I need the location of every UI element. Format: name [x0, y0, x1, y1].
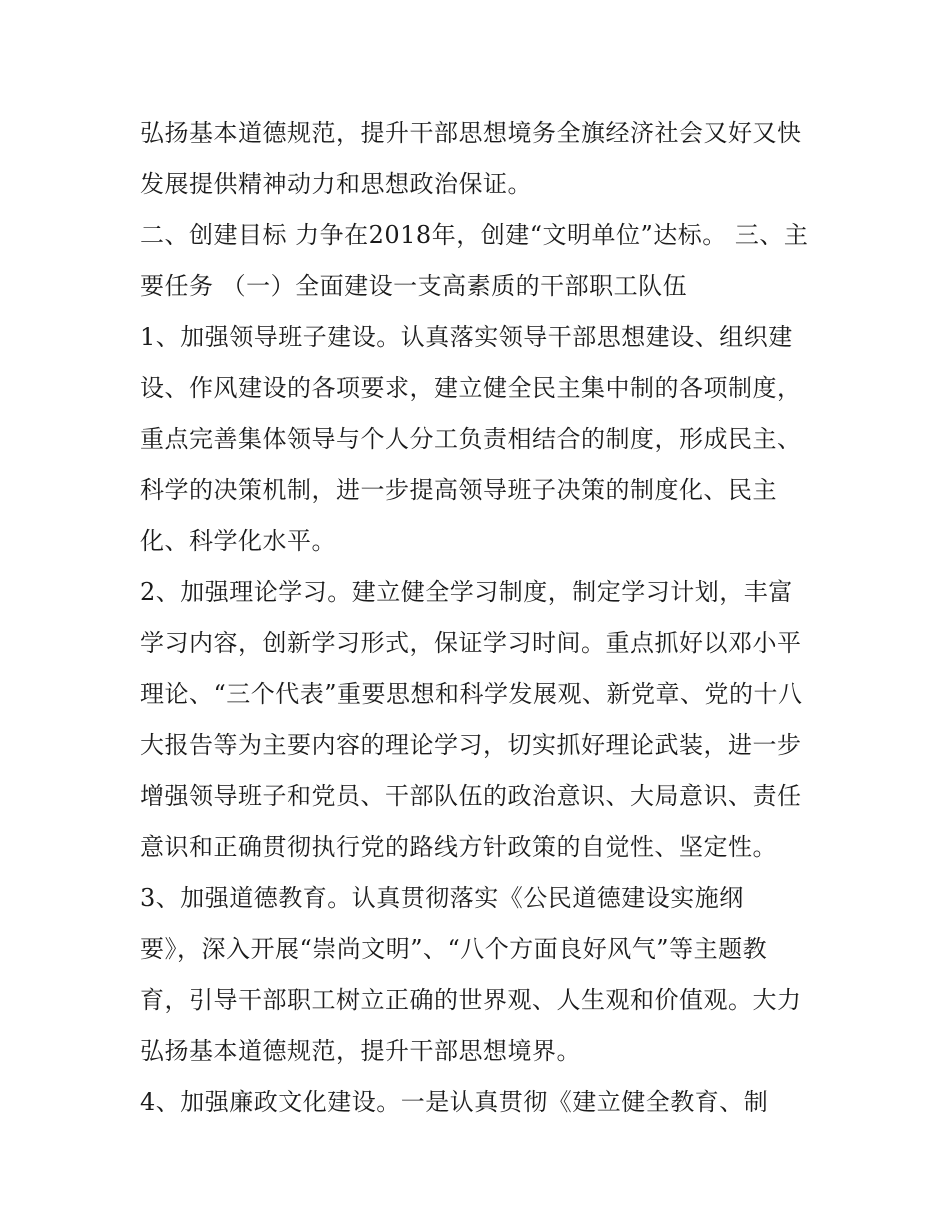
text-line: 增强领导班子和党员、干部队伍的政治意识、大局意识、责任	[140, 782, 802, 810]
text-line: 要任务 （一）全面建设一支高素质的干部职工队伍	[140, 272, 688, 300]
text-line: 大报告等为主要内容的理论学习，切实抓好理论武装，进一步	[140, 731, 802, 759]
text-line: 弘扬基本道德规范，提升干部思想境界。	[140, 1037, 581, 1065]
text-line: 学习内容，创新学习形式，保证学习时间。重点抓好以邓小平	[140, 629, 802, 657]
text-line: 重点完善集体领导与个人分工负责相结合的制度，形成民主、	[140, 425, 802, 453]
text-line: 二、创建目标 力争在2018年，创建“文明单位”达标。 三、主	[140, 221, 809, 249]
text-line: 发展提供精神动力和思想政治保证。	[140, 170, 532, 198]
text-line: 育，引导干部职工树立正确的世界观、人生观和价值观。大力	[140, 986, 802, 1014]
text-line: 化、科学化水平。	[140, 527, 336, 555]
text-line: 2、加强理论学习。建立健全学习制度，制定学习计划，丰富	[140, 578, 793, 606]
text-line: 3、加强道德教育。认真贯彻落实《公民道德建设实施纲	[140, 884, 744, 912]
text-line: 4、加强廉政文化建设。一是认真贯彻《建立健全教育、制	[140, 1088, 769, 1116]
text-line: 要》，深入开展“崇尚文明”、“八个方面良好风气”等主题教	[140, 935, 768, 963]
text-line: 1、加强领导班子建设。认真落实领导干部思想建设、组织建	[140, 323, 793, 351]
text-line: 理论、“三个代表”重要思想和科学发展观、新党章、党的十八	[140, 680, 803, 708]
text-line: 意识和正确贯彻执行党的路线方针政策的自觉性、坚定性。	[140, 833, 777, 861]
text-line: 科学的决策机制，进一步提高领导班子决策的制度化、民主	[140, 476, 777, 504]
text-line: 设、作风建设的各项要求，建立健全民主集中制的各项制度，	[140, 374, 802, 402]
text-line: 弘扬基本道德规范，提升干部思想境务全旗经济社会又好又快	[140, 119, 802, 147]
document-body	[140, 108, 820, 1128]
